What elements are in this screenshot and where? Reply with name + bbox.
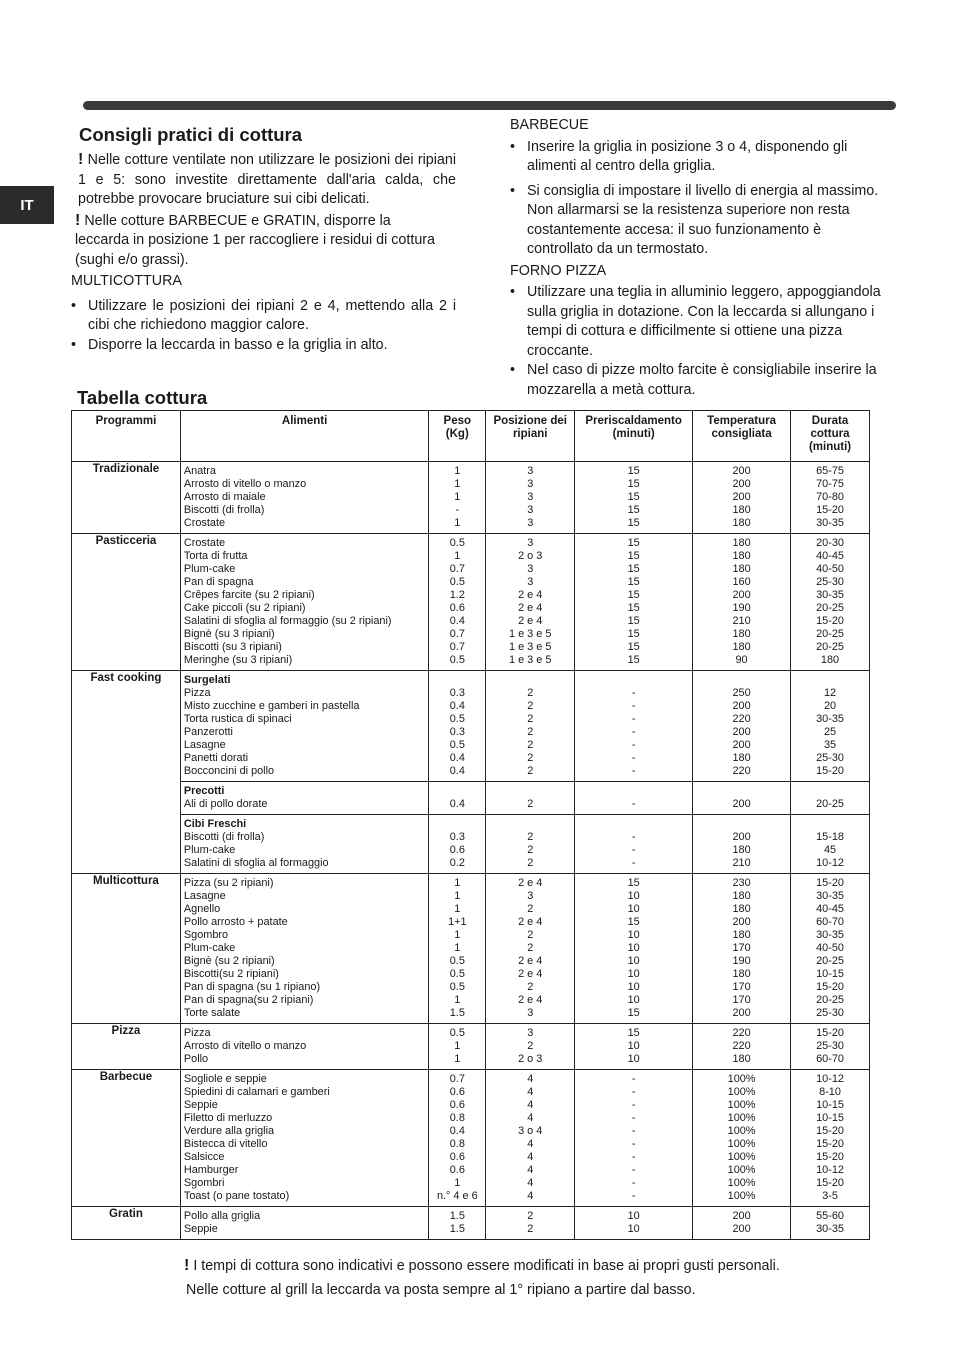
cell-values: 0.4 [449, 798, 465, 810]
header-posizione: Posizione dei ripiani [486, 411, 575, 462]
spacer [793, 674, 867, 687]
cell-values: 15-20 25-30 60-70 [816, 1027, 844, 1065]
spacer [577, 785, 690, 798]
food-list: Ali di pollo dorate [183, 798, 268, 810]
cell-values: 15 15 15 15 15 [627, 465, 640, 529]
cell-values: 2 2 [527, 1210, 534, 1235]
cell-temperatura [693, 1070, 791, 1207]
spacer [431, 674, 483, 687]
cell-values: 2 e 4 3 2 2 e 4 2 2 2 e 4 2 e 4 2 2 e 4 3 [518, 877, 543, 1019]
cell-values: 1.5 1.5 [449, 1210, 465, 1235]
warning-icon: ! [75, 211, 81, 229]
cell-values: 230 180 180 200 180 170 190 180 170 170 200 [732, 877, 751, 1019]
subsection-title: Surgelati [183, 674, 231, 686]
spacer [793, 818, 867, 831]
table-row [72, 1024, 870, 1070]
cell-durata [791, 1024, 870, 1070]
cell-posizione [486, 815, 575, 874]
header-rule [83, 101, 896, 110]
program-name: Barbecue [72, 1070, 181, 1207]
cell-values: 15 10 10 [627, 1027, 640, 1065]
table-row [72, 874, 870, 1024]
cell-preriscaldamento [575, 534, 693, 671]
warning-icon: ! [184, 1257, 190, 1274]
cell-preriscaldamento [575, 874, 693, 1024]
spacer [695, 674, 788, 687]
multicottura-list [71, 297, 456, 356]
subsection-title: Cibi Freschi [183, 818, 247, 830]
spacer [695, 785, 788, 798]
cell-values: 10-12 8-10 10-15 10-15 15-20 15-20 15-20 10-12 15-20 3-5 [816, 1073, 844, 1202]
cell-values: 15-20 30-35 40-45 60-70 30-35 40-50 20-25 10-15 15-20 20-25 25-30 [816, 877, 844, 1019]
language-tab [0, 186, 54, 224]
list-item: • Utilizzare una teglia in alluminio leggero, appoggiandola sulla griglia in dotazione. Con la leccarda si allungano i tempi di cottura e difficilmente si ottiene una pizza croccante. [510, 283, 885, 361]
cell-peso [429, 671, 486, 782]
right-column [510, 116, 885, 400]
spacer [577, 674, 690, 687]
cell-alimenti [180, 462, 428, 534]
subsection-title: Precotti [183, 785, 225, 797]
footnote-line-1: ! I tempi di cottura sono indicativi e possono essere modificati in base ai propri gusti personali. [184, 1257, 780, 1274]
cell-values: 15-18 45 10-12 [816, 831, 844, 869]
cell-durata [791, 874, 870, 1024]
spacer [431, 818, 483, 831]
food-list: Sogliole e seppie Spiedini di calamari e gamberi Seppie Filetto di merluzzo Verdure alla griglia Bistecca di vitello Salsicce Hamburger Sgombri Toast (o pane tostato) [183, 1073, 330, 1202]
cell-preriscaldamento [575, 671, 693, 782]
food-list: Pollo alla griglia Seppie [183, 1210, 261, 1235]
cell-temperatura [693, 462, 791, 534]
list-item: • Nel caso di pizze molto farcite è consigliabile inserire la mozzarella a metà cottura. [510, 361, 885, 400]
cell-peso [429, 462, 486, 534]
cell-preriscaldamento [575, 1024, 693, 1070]
cell-values: 200 200 [732, 1210, 751, 1235]
cell-durata [791, 1207, 870, 1240]
forno-pizza-title: FORNO PIZZA [510, 262, 607, 279]
warning-barbecue-gratin: ! Nelle cotture BARBECUE e GRATIN, disporre la leccarda in posizione 1 per raccogliere i residui di cottura (sughi e/o grassi). [75, 211, 435, 268]
cell-preriscaldamento [575, 1070, 693, 1207]
cell-values: - [631, 798, 636, 810]
table-row [72, 671, 870, 782]
cell-alimenti [180, 782, 428, 815]
cell-peso [429, 782, 486, 815]
warning-ventilate: ! Nelle cotture ventilate non utilizzare le posizioni dei ripiani 1 e 5: sono investite direttamente dall'aria calda, che potrebbe provocare bruciature sui cibi delicati. [78, 151, 456, 207]
cell-posizione [486, 874, 575, 1024]
cell-durata [791, 815, 870, 874]
cell-values: 3 3 3 3 3 [527, 465, 534, 529]
cell-values: 1 1 1 - 1 [454, 465, 461, 529]
program-name: Pasticceria [72, 534, 181, 671]
header-peso: Peso (Kg) [429, 411, 486, 462]
cell-peso [429, 1207, 486, 1240]
cell-posizione [486, 1024, 575, 1070]
cell-posizione [486, 671, 575, 782]
food-list: Anatra Arrosto di vitello o manzo Arrosto di maiale Biscotti (di frolla) Crostate [183, 465, 307, 529]
cell-alimenti [180, 1070, 428, 1207]
cell-temperatura [693, 534, 791, 671]
cell-values: 3 2 o 3 3 3 2 e 4 2 e 4 2 e 4 1 e 3 e 5 1 e 3 e 5 1 e 3 e 5 [509, 537, 552, 666]
list-item: • Utilizzare le posizioni dei ripiani 2 e 4, mettendo alla 2 i cibi che richiedono maggior calore. [71, 297, 456, 336]
food-list: Pizza Misto zucchine e gamberi in pastella Torta rustica di spinaci Panzerotti Lasagne Panetti dorati Bocconcini di pollo [183, 687, 360, 777]
warning-icon: ! [78, 151, 84, 168]
cell-posizione [486, 782, 575, 815]
cell-preriscaldamento [575, 1207, 693, 1240]
language-label: IT [20, 196, 34, 214]
spacer [488, 785, 572, 798]
cell-values: 2 [527, 798, 534, 810]
table-header-row [72, 411, 870, 462]
barbecue-list [510, 138, 885, 260]
footnote [184, 1254, 884, 1302]
spacer [431, 785, 483, 798]
cell-values: 65-75 70-75 70-80 15-20 30-35 [816, 465, 844, 529]
spacer [793, 785, 867, 798]
forno-pizza-list [510, 283, 885, 400]
table-body [72, 462, 870, 1240]
cell-values: 250 200 220 200 200 180 220 [732, 687, 751, 777]
cooking-table [71, 410, 870, 1240]
cell-durata [791, 782, 870, 815]
cell-values: 0.7 0.6 0.6 0.8 0.4 0.8 0.6 0.6 1 n.° 4 e 6 [436, 1073, 478, 1202]
cell-values: - - - - - - - [631, 687, 636, 777]
cell-values: 0.3 0.6 0.2 [449, 831, 465, 869]
food-list: Pizza (su 2 ripiani) Lasagne Agnello Pollo arrosto + patate Sgombro Plum-cake Bignè (su 2 ripiani) Biscotti(su 2 ripiani) Pan di spagna (su 1 ripiano) Pan di spagna(su 2 ripiani) Torte salate [183, 877, 321, 1019]
program-name: Gratin [72, 1207, 181, 1240]
cell-posizione [486, 462, 575, 534]
spacer [488, 674, 572, 687]
program-name: Multicottura [72, 874, 181, 1024]
cell-values: - - - - - - - - - - [631, 1073, 636, 1202]
section-title-tabella: Tabella cottura [77, 387, 208, 408]
cell-peso [429, 1070, 486, 1207]
cell-values: - - - [631, 831, 636, 869]
table-row [72, 815, 870, 874]
cell-temperatura [693, 671, 791, 782]
cell-preriscaldamento [575, 462, 693, 534]
cell-values: 100% 100% 100% 100% 100% 100% 100% 100% 100% 100% [727, 1073, 756, 1202]
cell-alimenti [180, 671, 428, 782]
cell-temperatura [693, 1024, 791, 1070]
cell-values: 4 4 4 4 3 o 4 4 4 4 4 4 [518, 1073, 543, 1202]
program-name: Pizza [72, 1024, 181, 1070]
cell-values: 20-30 40-45 40-50 25-30 30-35 20-25 15-20 20-25 20-25 180 [816, 537, 844, 666]
spacer [488, 818, 572, 831]
cell-values: 1 1 1 1+1 1 1 0.5 0.5 0.5 1 1.5 [448, 877, 467, 1019]
program-name: Fast cooking [72, 671, 181, 874]
cell-temperatura [693, 815, 791, 874]
footnote-line-2: Nelle cotture al grill la leccarda va posta sempre al 1° ripiano a partire dal basso. [186, 1282, 696, 1298]
cell-values: 180 180 180 160 200 190 210 180 180 90 [732, 537, 751, 666]
cell-values: 15 10 10 15 10 10 10 10 10 10 15 [627, 877, 640, 1019]
cell-values: 200 [732, 798, 751, 810]
cell-peso [429, 874, 486, 1024]
cell-values: 3 2 2 o 3 [518, 1027, 543, 1065]
list-item: • Disporre la leccarda in basso e la griglia in alto. [71, 336, 456, 356]
cell-values: 55-60 30-35 [816, 1210, 844, 1235]
cell-values: 10 10 [627, 1210, 640, 1235]
cell-temperatura [693, 782, 791, 815]
cell-values: 12 20 30-35 25 35 25-30 15-20 [816, 687, 844, 777]
header-alimenti: Alimenti [180, 411, 428, 462]
cell-alimenti [180, 1024, 428, 1070]
cell-posizione [486, 1070, 575, 1207]
table-row [72, 782, 870, 815]
cell-preriscaldamento [575, 782, 693, 815]
cell-peso [429, 534, 486, 671]
table-row [72, 1070, 870, 1207]
cell-durata [791, 462, 870, 534]
program-name: Tradizionale [72, 462, 181, 534]
cell-temperatura [693, 874, 791, 1024]
cell-values: 2 2 2 [527, 831, 534, 869]
cell-values: 200 180 210 [732, 831, 751, 869]
list-item: • Inserire la griglia in posizione 3 o 4, disponendo gli alimenti al centro della griglia. [510, 138, 885, 177]
food-list: Pizza Arrosto di vitello o manzo Pollo [183, 1027, 307, 1065]
cell-values: 0.5 1 0.7 0.5 1.2 0.6 0.4 0.7 0.7 0.5 [449, 537, 465, 666]
cell-preriscaldamento [575, 815, 693, 874]
food-list: Biscotti (di frolla) Plum-cake Salatini di sfoglia al formaggio [183, 831, 329, 869]
cell-alimenti [180, 815, 428, 874]
cell-durata [791, 1070, 870, 1207]
cell-durata [791, 534, 870, 671]
header-temperatura: Temperatura consigliata [693, 411, 791, 462]
food-list: Crostate Torta di frutta Plum-cake Pan di spagna Crêpes farcite (su 2 ripiani) Cake piccoli (su 2 ripiani) Salatini di sfoglia al formaggio (su 2 ripiani) Bignè (su 3 ripiani) Biscotti (su 3 ripiani) Meringhe (su 3 ripiani) [183, 537, 392, 666]
cell-values: 220 220 180 [732, 1027, 751, 1065]
cell-durata [791, 671, 870, 782]
cell-temperatura [693, 1207, 791, 1240]
cell-values: 0.3 0.4 0.5 0.3 0.5 0.4 0.4 [449, 687, 465, 777]
cell-peso [429, 1024, 486, 1070]
cell-values: 0.5 1 1 [449, 1027, 465, 1065]
table-row [72, 462, 870, 534]
table-row [72, 534, 870, 671]
header-programmi: Programmi [72, 411, 181, 462]
barbecue-title: BARBECUE [510, 117, 589, 133]
spacer [695, 818, 788, 831]
cell-values: 2 2 2 2 2 2 2 [527, 687, 534, 777]
cell-alimenti [180, 1207, 428, 1240]
multicottura-title: MULTICOTTURA [71, 273, 182, 289]
cell-values: 200 200 200 180 180 [732, 465, 751, 529]
cell-posizione [486, 1207, 575, 1240]
list-item: • Si consiglia di impostare il livello di energia al massimo. Non allarmarsi se la resistenza superiore non resta costantemente accesa: il suo funzionamento è controllato da un termostato. [510, 182, 885, 260]
section-title-consigli: Consigli pratici di cottura [79, 124, 303, 145]
left-column [71, 150, 456, 355]
spacer [577, 818, 690, 831]
header-preriscaldamento: Preriscaldamento (minuti) [575, 411, 693, 462]
cell-values: 20-25 [816, 798, 844, 810]
cell-alimenti [180, 874, 428, 1024]
cell-peso [429, 815, 486, 874]
cell-values: 15 15 15 15 15 15 15 15 15 15 [627, 537, 640, 666]
cell-posizione [486, 534, 575, 671]
header-durata: Durata cottura (minuti) [791, 411, 870, 462]
cell-alimenti [180, 534, 428, 671]
table-row [72, 1207, 870, 1240]
